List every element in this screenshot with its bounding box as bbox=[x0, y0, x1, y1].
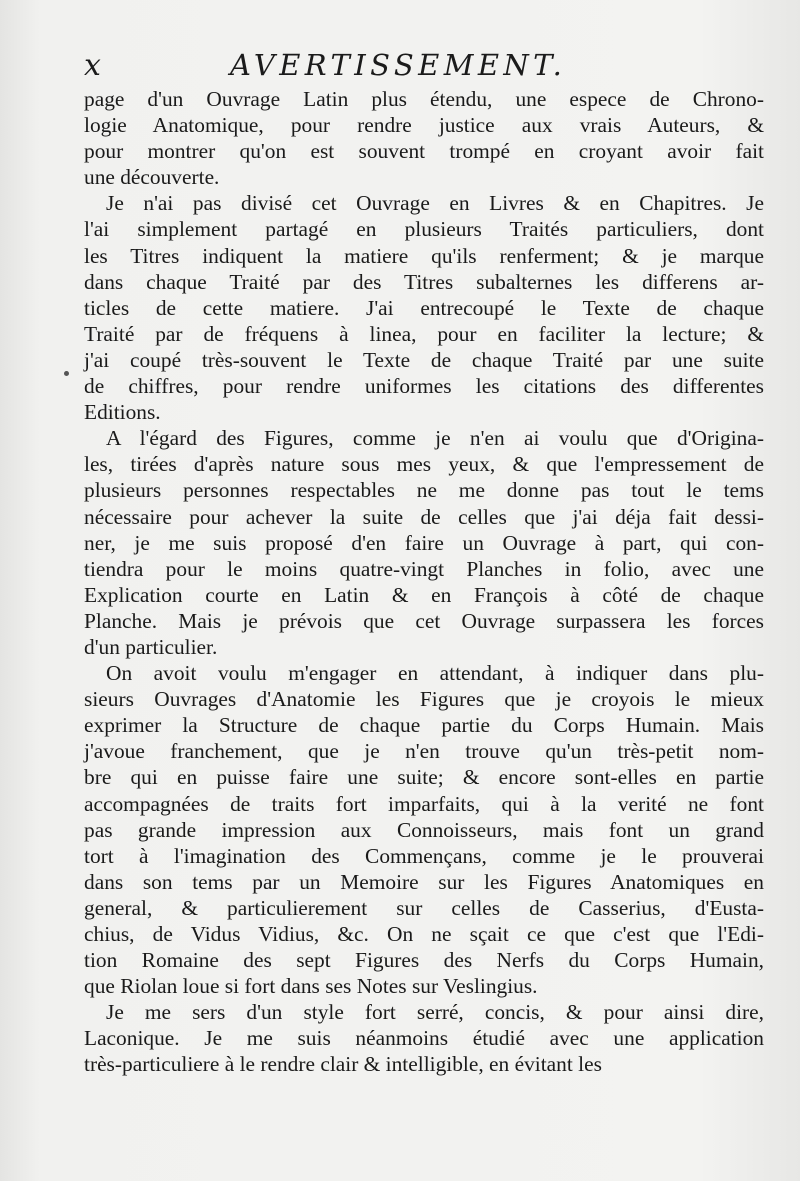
text-line: A l'égard des Figures, comme je n'en ai voulu que d'Origina- bbox=[106, 426, 764, 451]
text-line: tion Romaine des sept Figures des Nerfs du Corps Humain, bbox=[84, 948, 764, 973]
text-line: tiendra pour le moins quatre-vingt Planches in folio, avec une bbox=[84, 556, 764, 581]
text-line: que Riolan loue si fort dans ses Notes sur Veslingius. bbox=[84, 974, 538, 999]
folio-number: x bbox=[84, 48, 101, 83]
paragraph bbox=[84, 999, 764, 1077]
text-line: tort à l'imagination des Commençans, comme je le prouverai bbox=[84, 843, 764, 868]
paragraph bbox=[84, 425, 764, 660]
text-line: les Titres indiquent la matiere qu'ils renferment; & je marque bbox=[84, 243, 764, 268]
text-line: general, & particulierement sur celles de Casserius, d'Eusta- bbox=[84, 895, 764, 920]
text-line: Explication courte en Latin & en François à côté de chaque bbox=[84, 582, 764, 607]
page-header bbox=[80, 48, 720, 84]
text-line: page d'un Ouvrage Latin plus étendu, une espece de Chrono- bbox=[84, 87, 764, 111]
text-line: Planche. Mais je prévois que cet Ouvrage surpassera les forces bbox=[84, 608, 764, 633]
text-line: bre qui en puisse faire une suite; & encore sont-elles en partie bbox=[84, 765, 764, 790]
text-line: plusieurs personnes respectables ne me donne pas tout le tems bbox=[84, 478, 764, 503]
text-line: d'un particulier. bbox=[84, 634, 218, 659]
text-line: ticles de cette matiere. J'ai entrecoupé le Texte de chaque bbox=[84, 295, 764, 320]
text-line: Laconique. Je me suis néanmoins étudié avec une application bbox=[84, 1026, 764, 1051]
text-line: Editions. bbox=[84, 400, 161, 425]
text-line: de chiffres, pour rendre uniformes les citations des differentes bbox=[84, 374, 764, 399]
text-line: accompagnées de traits fort imparfaits, qui à la verité ne font bbox=[84, 791, 764, 816]
text-line: Je n'ai pas divisé cet Ouvrage en Livres & en Chapitres. Je bbox=[106, 191, 764, 216]
text-line: sieurs Ouvrages d'Anatomie les Figures que je croyois le mieux bbox=[84, 687, 764, 712]
text-line: pas grande impression aux Connoisseurs, mais font un grand bbox=[84, 817, 764, 842]
body-text bbox=[84, 86, 764, 1078]
text-line: pour montrer qu'on est souvent trompé en croyant avoir fait bbox=[84, 139, 764, 164]
text-line: On avoit voulu m'engager en attendant, à indiquer dans plu- bbox=[106, 661, 764, 686]
text-line: l'ai simplement partagé en plusieurs Traités particuliers, dont bbox=[84, 217, 764, 242]
text-line: dans son tems par un Memoire sur les Figures Anatomiques en bbox=[84, 869, 764, 894]
text-line: très-particuliere à le rendre clair & intelligible, en évitant les bbox=[84, 1052, 602, 1077]
paragraph bbox=[84, 660, 764, 999]
text-line: les, tirées d'après nature sous mes yeux, & que l'empressement de bbox=[84, 452, 764, 477]
text-line: exprimer la Structure de chaque partie du Corps Humain. Mais bbox=[84, 713, 764, 738]
ink-speck bbox=[64, 371, 69, 376]
text-line: une découverte. bbox=[84, 165, 220, 190]
text-line: dans chaque Traité par des Titres subalternes les differens ar- bbox=[84, 269, 764, 294]
text-line: logie Anatomique, pour rendre justice aux vrais Auteurs, & bbox=[84, 113, 764, 138]
paragraph bbox=[84, 86, 764, 190]
text-line: j'ai coupé très-souvent le Texte de chaque Traité par une suite bbox=[84, 347, 764, 372]
text-line: Traité par de fréquens à linea, pour en faciliter la lecture; & bbox=[84, 321, 764, 346]
text-line: nécessaire pour achever la suite de celles que j'ai déja fait dessi- bbox=[84, 504, 764, 529]
paragraph bbox=[84, 190, 764, 425]
text-line: j'avoue franchement, que je n'en trouve qu'un très-petit nom- bbox=[84, 739, 764, 764]
text-line: Je me sers d'un style fort serré, concis, & pour ainsi dire, bbox=[106, 1000, 764, 1025]
text-line: chius, de Vidus Vidius, &c. On ne sçait ce que c'est que l'Edi- bbox=[84, 922, 764, 946]
text-line: ner, je me suis proposé d'en faire un Ouvrage à part, qui con- bbox=[84, 530, 764, 555]
running-head: AVERTISSEMENT. bbox=[230, 48, 567, 82]
